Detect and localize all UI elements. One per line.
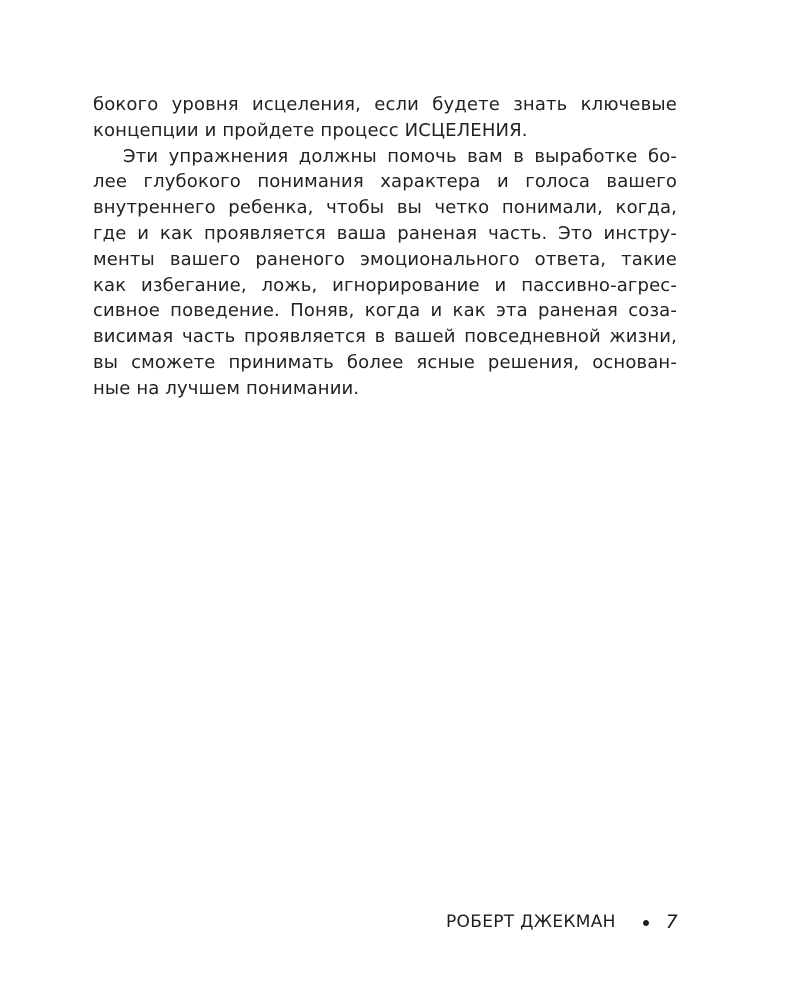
text-line: как избегание, ложь, игнорирование и пассивно-агрес- xyxy=(93,274,677,296)
text-line: ные на лучшем понимании. xyxy=(93,377,360,399)
text-line: сивное поведение. Поняв, когда и как эта раненая соза- xyxy=(93,300,677,322)
bullet-separator-icon xyxy=(643,920,649,926)
page-body xyxy=(93,92,677,402)
text-line: менты вашего раненого эмоционального ответа, такие xyxy=(93,248,677,270)
page-footer xyxy=(446,910,678,934)
page-number: 7 xyxy=(665,911,678,933)
text-line: бокого уровня исцеления, если будете знать ключевые xyxy=(93,94,677,115)
text-line: лее глубокого понимания характера и голоса вашего xyxy=(93,171,677,193)
text-line: внутреннего ребенка, чтобы вы четко понимали, когда, xyxy=(93,197,677,219)
text-line: висимая часть проявляется в вашей повседневной жизни, xyxy=(93,326,677,348)
text-line: где и как проявляется ваша раненая часть. Это инстру- xyxy=(93,222,677,244)
paragraph-exercises xyxy=(93,144,677,402)
text-line: Эти упражнения должны помочь вам в выработке бо- xyxy=(123,145,677,167)
text-line: вы сможете принимать более ясные решения, основан- xyxy=(93,351,677,373)
paragraph-continuation xyxy=(93,92,677,144)
text-line: концепции и пройдете процесс ИСЦЕЛЕНИЯ. xyxy=(93,119,528,141)
running-footer-author: РОБЕРТ ДЖЕКМАН xyxy=(446,912,616,932)
